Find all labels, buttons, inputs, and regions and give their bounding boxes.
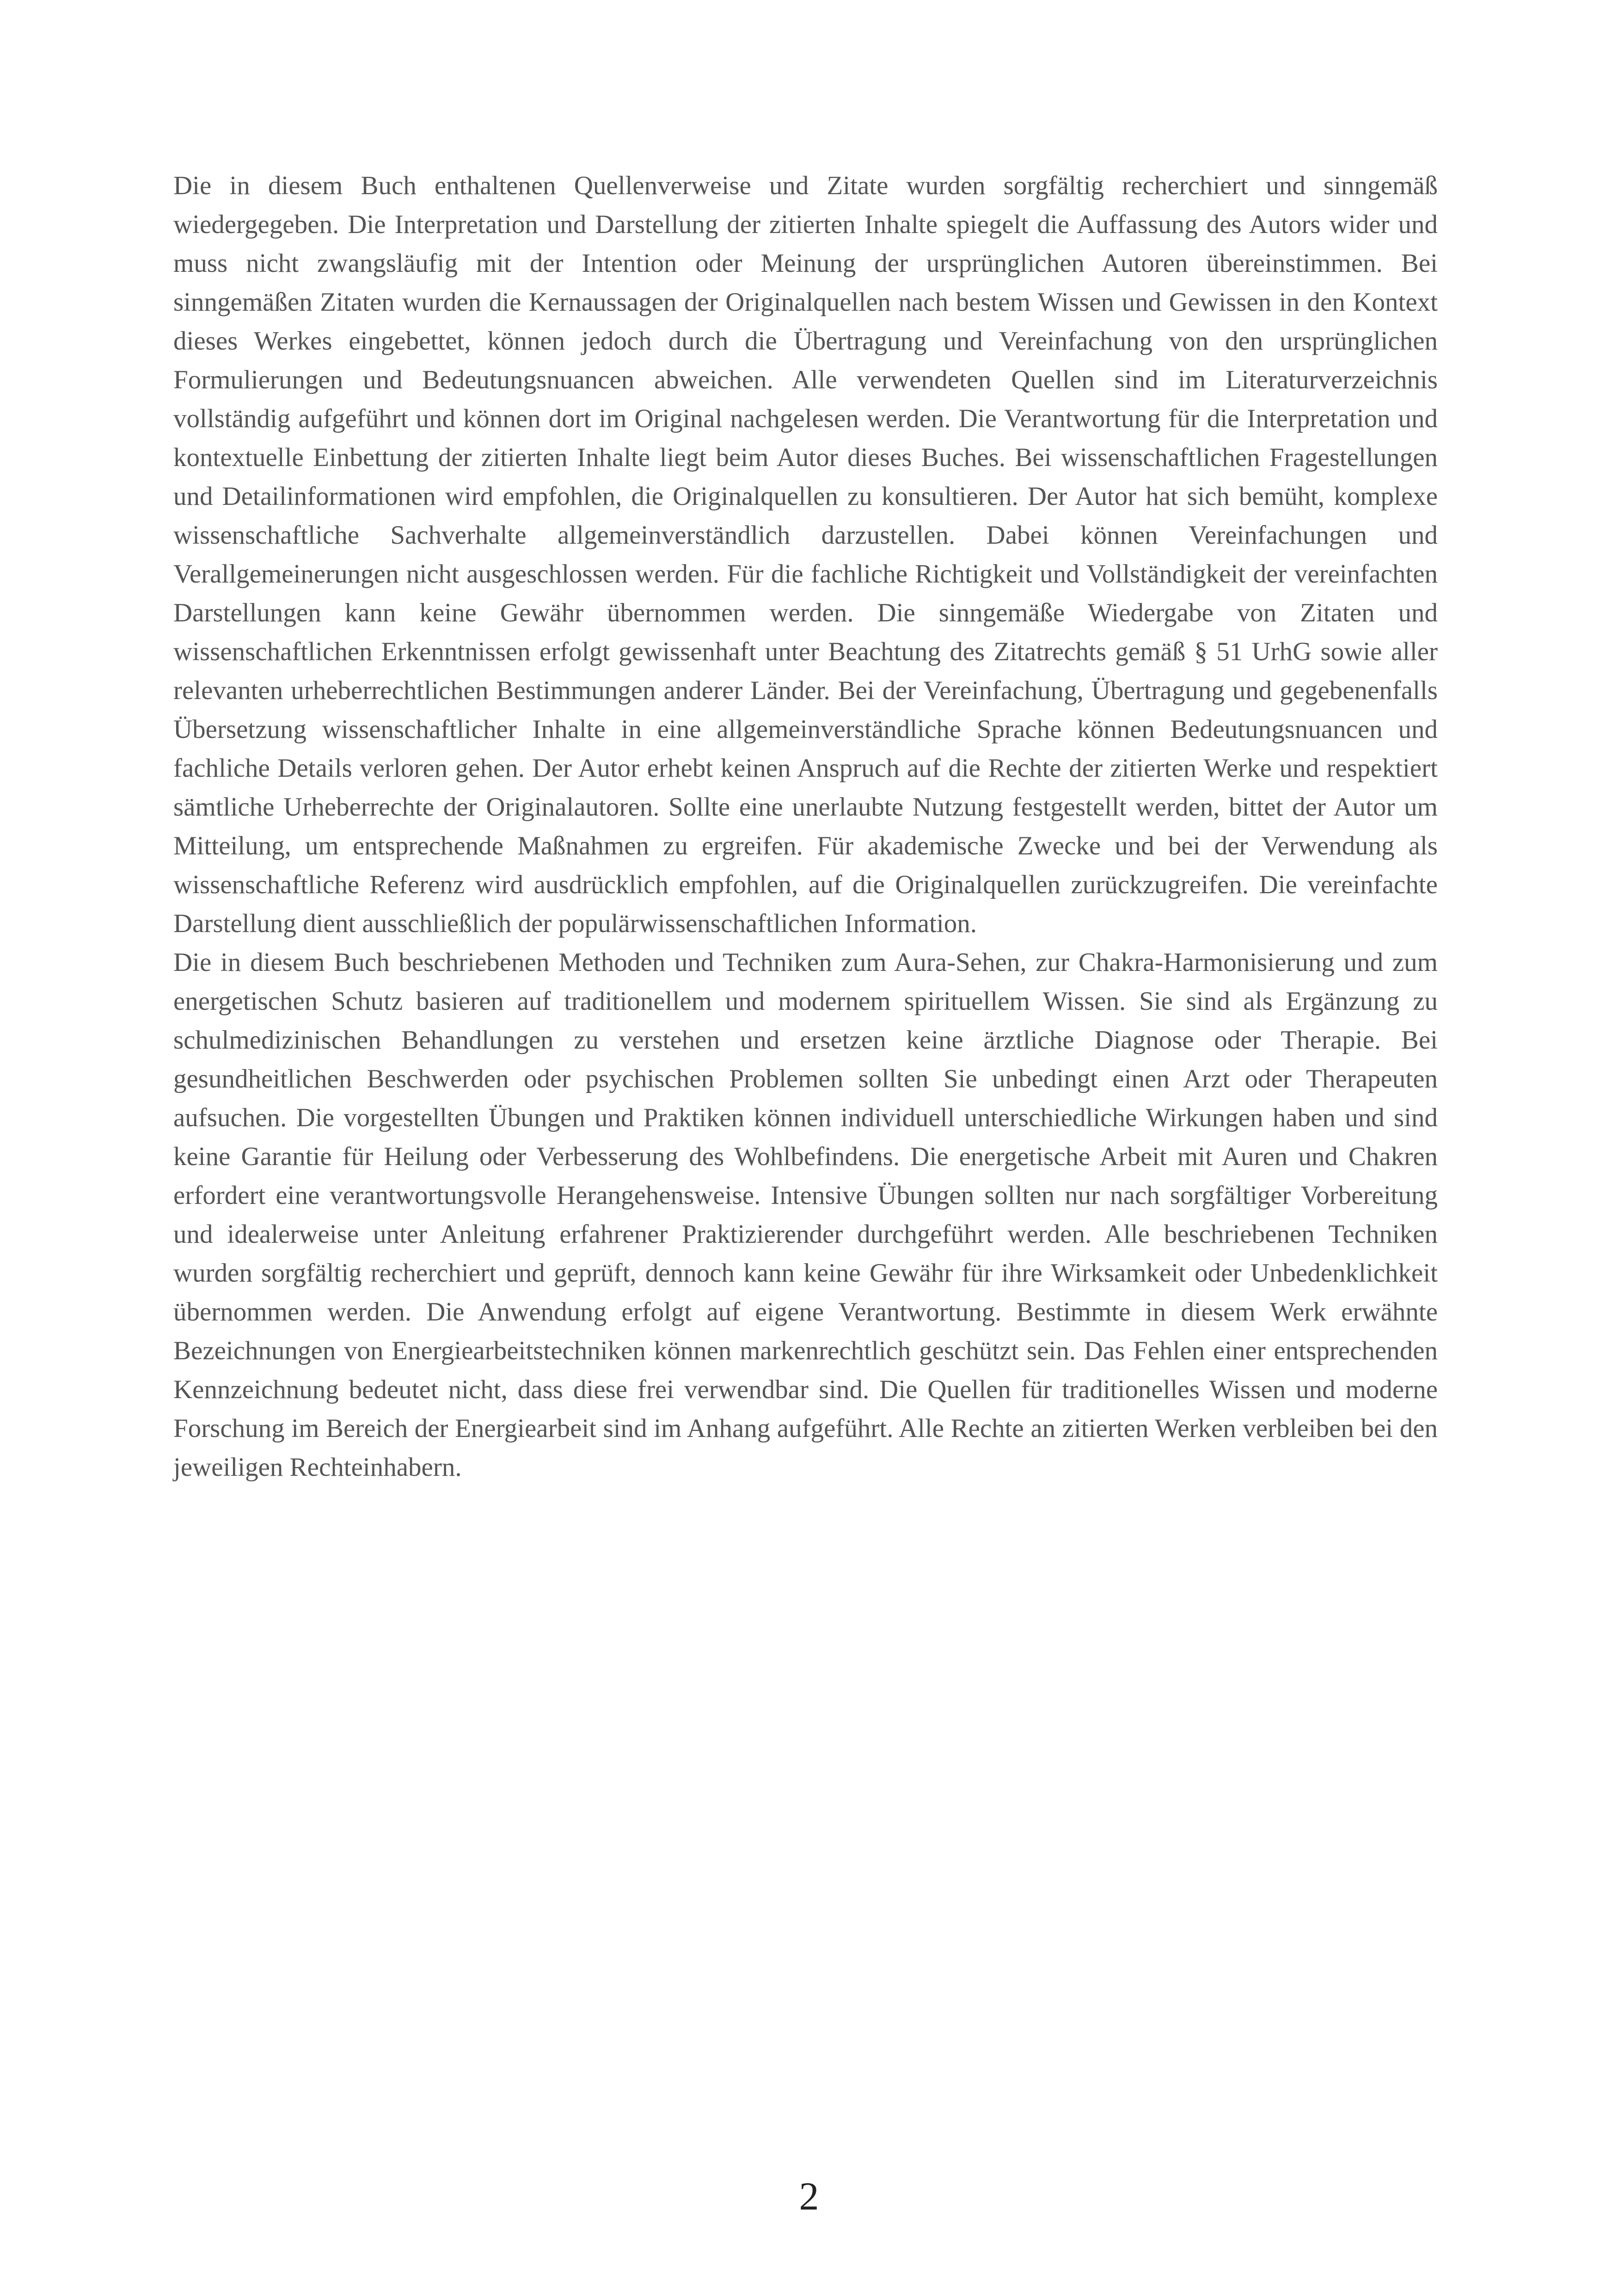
paragraph-source-disclaimer: Die in diesem Buch enthaltenen Quellenverweise und Zitate wurden sorgfältig recherchiert und sinngemäß wiedergegeben. Die Interpretation und Darstellung der zitierten Inhalte spiegelt die Auffassung des Autors wider und muss nicht zwangsläufig mit der Intention oder Meinung der ursprünglichen Autoren übereinstimmen. Bei sinngemäßen Zitaten wurden die Kernaussagen der Originalquellen nach bestem Wissen und Gewissen in den Kontext dieses Werkes eingebettet, können jedoch durch die Übertragung und Vereinfachung von den ursprünglichen Formulierungen und Bedeutungsnuancen abweichen. Alle verwendeten Quellen sind im Literaturverzeichnis vollständig aufgeführt und können dort im Original nachgelesen werden. Die Verantwortung für die Interpretation und kontextuelle Einbettung der zitierten Inhalte liegt beim Autor dieses Buches. Bei wissenschaftlichen Fragestellungen und Detailinformationen wird empfohlen, die Originalquellen zu konsultieren. Der Autor hat sich bemüht, komplexe wissenschaftliche Sachverhalte allgemeinverständlich darzustellen. Dabei können Vereinfachungen und Verallgemeinerungen nicht ausgeschlossen werden. Für die fachliche Richtigkeit und Vollständigkeit der vereinfachten Darstellungen kann keine Gewähr übernommen werden. Die sinngemäße Wiedergabe von Zitaten und wissenschaftlichen Erkenntnissen erfolgt gewissenhaft unter Beachtung des Zitatrechts gemäß § 51 UrhG sowie aller relevanten urheberrechtlichen Bestimmungen anderer Länder. Bei der Vereinfachung, Übertragung und gegebenenfalls Übersetzung wissenschaftlicher Inhalte in eine allgemeinverständliche Sprache können Bedeutungsnuancen und fachliche Details verloren gehen. Der Autor erhebt keinen Anspruch auf die Rechte der zitierten Werke und respektiert sämtliche Urheberrechte der Originalautoren. Sollte eine unerlaubte Nutzung festgestellt werden, bittet der Autor um Mitteilung, um entsprechende Maßnahmen zu ergreifen. Für akademische Zwecke und bei der Verwendung als wissenschaftliche Referenz wird ausdrücklich empfohlen, auf die Originalquellen zurückzugreifen. Die vereinfachte Darstellung dient ausschließlich der populärwissenschaftlichen Information. bbox=[173, 171, 1438, 938]
paragraph-health-disclaimer: Die in diesem Buch beschriebenen Methoden und Techniken zum Aura-Sehen, zur Chakra-Harmonisierung und zum energetischen Schutz basieren auf traditionellem und modernem spirituellem Wissen. Sie sind als Ergänzung zu schulmedizinischen Behandlungen zu verstehen und ersetzen keine ärztliche Diagnose oder Therapie. Bei gesundheitlichen Beschwerden oder psychischen Problemen sollten Sie unbedingt einen Arzt oder Therapeuten aufsuchen. Die vorgestellten Übungen und Praktiken können individuell unterschiedliche Wirkungen haben und sind keine Garantie für Heilung oder Verbesserung des Wohlbefindens. Die energetische Arbeit mit Auren und Chakren erfordert eine verantwortungsvolle Herangehensweise. Intensive Übungen sollten nur nach sorgfältiger Vorbereitung und idealerweise unter Anleitung erfahrener Praktizierender durchgeführt werden. Alle beschriebenen Techniken wurden sorgfältig recherchiert und geprüft, dennoch kann keine Gewähr für ihre Wirksamkeit oder Unbedenklichkeit übernommen werden. Die Anwendung erfolgt auf eigene Verantwortung. Bestimmte in diesem Werk erwähnte Bezeichnungen von Energiearbeitstechniken können markenrechtlich geschützt sein. Das Fehlen einer entsprechenden Kennzeichnung bedeutet nicht, dass diese frei verwendbar sind. Die Quellen für traditionelles Wissen und moderne Forschung im Bereich der Energiearbeit sind im Anhang aufgeführt. Alle Rechte an zitierten Werken verbleiben bei den jeweiligen Rechteinhabern. bbox=[173, 948, 1438, 1482]
page-number: 2 bbox=[799, 2174, 819, 2218]
body-text bbox=[173, 166, 1438, 1487]
